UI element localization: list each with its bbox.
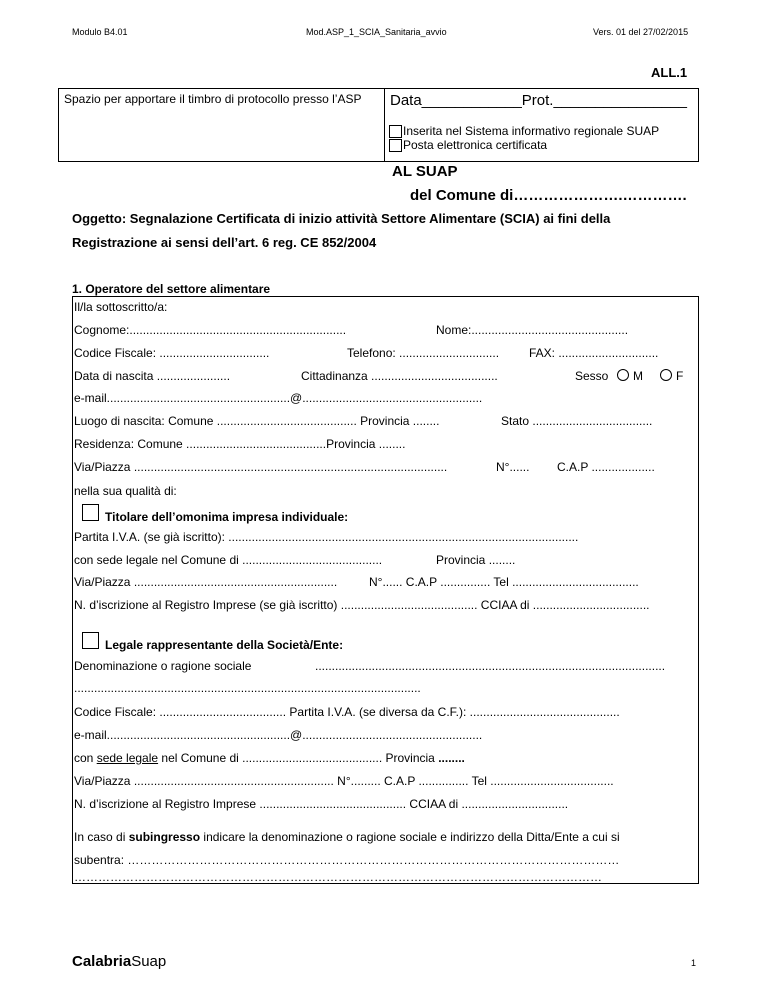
subentra-field[interactable]: subentra: …………………………………………………………………………………………………………… bbox=[74, 853, 620, 867]
option-pec-label: Posta elettronica certificata bbox=[403, 138, 548, 152]
cap-field[interactable]: C.A.P ................... bbox=[557, 460, 655, 474]
subentra-cont[interactable]: …………………………………………………………………………………………………………………… bbox=[74, 870, 602, 884]
qualita-label: nella sua qualità di: bbox=[74, 484, 177, 498]
attachment-label: ALL.1 bbox=[651, 65, 688, 80]
sede-legale-field[interactable]: con sede legale nel Comune di .......................................... bbox=[74, 553, 383, 567]
telefono-field[interactable]: Telefono: .............................. bbox=[347, 346, 500, 360]
checkbox-legale[interactable] bbox=[82, 632, 99, 649]
registro-field[interactable]: N. d’iscrizione al Registro Imprese (se già iscritto) ......................................... CCIAA di ................................... bbox=[74, 598, 650, 612]
checkbox-titolare[interactable] bbox=[82, 504, 99, 521]
cognome-field[interactable]: Cognome:................................................................. bbox=[74, 323, 347, 337]
sede2-field[interactable]: con sede legale nel Comune di .......................................... Provincia ........ bbox=[74, 751, 465, 765]
codice-fiscale-field[interactable]: Codice Fiscale: ................................. bbox=[74, 346, 270, 360]
luogo-nascita-field[interactable]: Luogo di nascita: Comune .......................................... Provincia ........ bbox=[74, 414, 440, 428]
subingresso-text: In caso di subingresso indicare la denominazione o ragione sociale e indirizzo della Ditta/Ente a cui si bbox=[74, 830, 620, 844]
recipient-comune[interactable]: del Comune di………………….…………. bbox=[410, 187, 687, 204]
stato-field[interactable]: Stato .................................... bbox=[501, 414, 653, 428]
denominazione-label: Denominazione o ragione sociale bbox=[74, 659, 252, 673]
option-suap-label: Inserita nel Sistema informativo regionale SUAP bbox=[403, 124, 660, 138]
denominazione-field[interactable]: ......................................................................................................... bbox=[315, 659, 666, 673]
via-field[interactable]: Via/Piazza .............................................................................................. bbox=[74, 460, 448, 474]
titolare-label: Titolare dell’omonima impresa individuale: bbox=[105, 510, 349, 524]
data-nascita-field[interactable]: Data di nascita ...................... bbox=[74, 369, 231, 383]
data-prot-field[interactable]: Data____________Prot.________________ bbox=[390, 92, 687, 109]
fax-field[interactable]: FAX: .............................. bbox=[529, 346, 659, 360]
operator-section bbox=[72, 296, 699, 884]
legale-label: Legale rappresentante della Società/Ente: bbox=[105, 638, 344, 652]
footer-brand: CalabriaSuap bbox=[72, 953, 167, 970]
sesso-label: Sesso bbox=[575, 369, 609, 383]
denominazione-cont[interactable]: ........................................................................................................ bbox=[74, 681, 421, 695]
via2-details[interactable]: N°...... C.A.P ............... Tel ...................................... bbox=[369, 575, 639, 589]
piva-field[interactable]: Partita I.V.A. (se già iscritto): ......................................................................................................... bbox=[74, 530, 579, 544]
intro-text: Il/la sottoscritto/a: bbox=[74, 300, 168, 314]
header-form-code: Modulo B4.01 bbox=[72, 27, 128, 37]
via2-field[interactable]: Via/Piazza ............................................................. bbox=[74, 575, 338, 589]
header-doc-name: Mod.ASP_1_SCIA_Sanitaria_avvio bbox=[306, 27, 447, 37]
numero-field[interactable]: N°...... bbox=[496, 460, 530, 474]
email-field[interactable]: e-mail.......................................................@...................................................... bbox=[74, 391, 483, 405]
residenza-field[interactable]: Residenza: Comune ..........................................Provincia ........ bbox=[74, 437, 406, 451]
checkbox-pec[interactable] bbox=[389, 139, 402, 152]
cittadinanza-field[interactable]: Cittadinanza ...................................... bbox=[301, 369, 498, 383]
cf2-field[interactable]: Codice Fiscale: ...................................... Partita I.V.A. (se diversa da C.F.): ............................................. bbox=[74, 705, 620, 719]
sesso-m-label: M bbox=[633, 369, 643, 383]
checkbox-suap[interactable] bbox=[389, 125, 402, 138]
sesso-f-label: F bbox=[676, 369, 684, 383]
page-number: 1 bbox=[691, 958, 697, 968]
sesso-f-radio[interactable] bbox=[660, 369, 672, 381]
sesso-m-radio[interactable] bbox=[617, 369, 629, 381]
registro2-field[interactable]: N. d’iscrizione al Registro Imprese ............................................ CCIAA di ................................ bbox=[74, 797, 569, 811]
section-title: 1. Operatore del settore alimentare bbox=[72, 282, 271, 296]
header-version: Vers. 01 del 27/02/2015 bbox=[593, 27, 689, 37]
subject-line-1: Oggetto: Segnalazione Certificata di inizio attività Settore Alimentare (SCIA) ai fini della bbox=[72, 211, 611, 226]
stamp-space-label: Spazio per apportare il timbro di protocollo presso l’ASP bbox=[64, 92, 362, 106]
recipient-suap: AL SUAP bbox=[392, 163, 458, 180]
nome-field[interactable]: Nome:............................................... bbox=[436, 323, 629, 337]
via3-field[interactable]: Via/Piazza ............................................................ N°......... C.A.P ............... Tel ..................................... bbox=[74, 774, 614, 788]
protocol-divider bbox=[384, 89, 385, 161]
sede-provincia-field[interactable]: Provincia ........ bbox=[436, 553, 516, 567]
protocol-box bbox=[58, 88, 699, 162]
email2-field[interactable]: e-mail.......................................................@...................................................... bbox=[74, 728, 483, 742]
subject-line-2: Registrazione ai sensi dell’art. 6 reg. CE 852/2004 bbox=[72, 235, 377, 250]
